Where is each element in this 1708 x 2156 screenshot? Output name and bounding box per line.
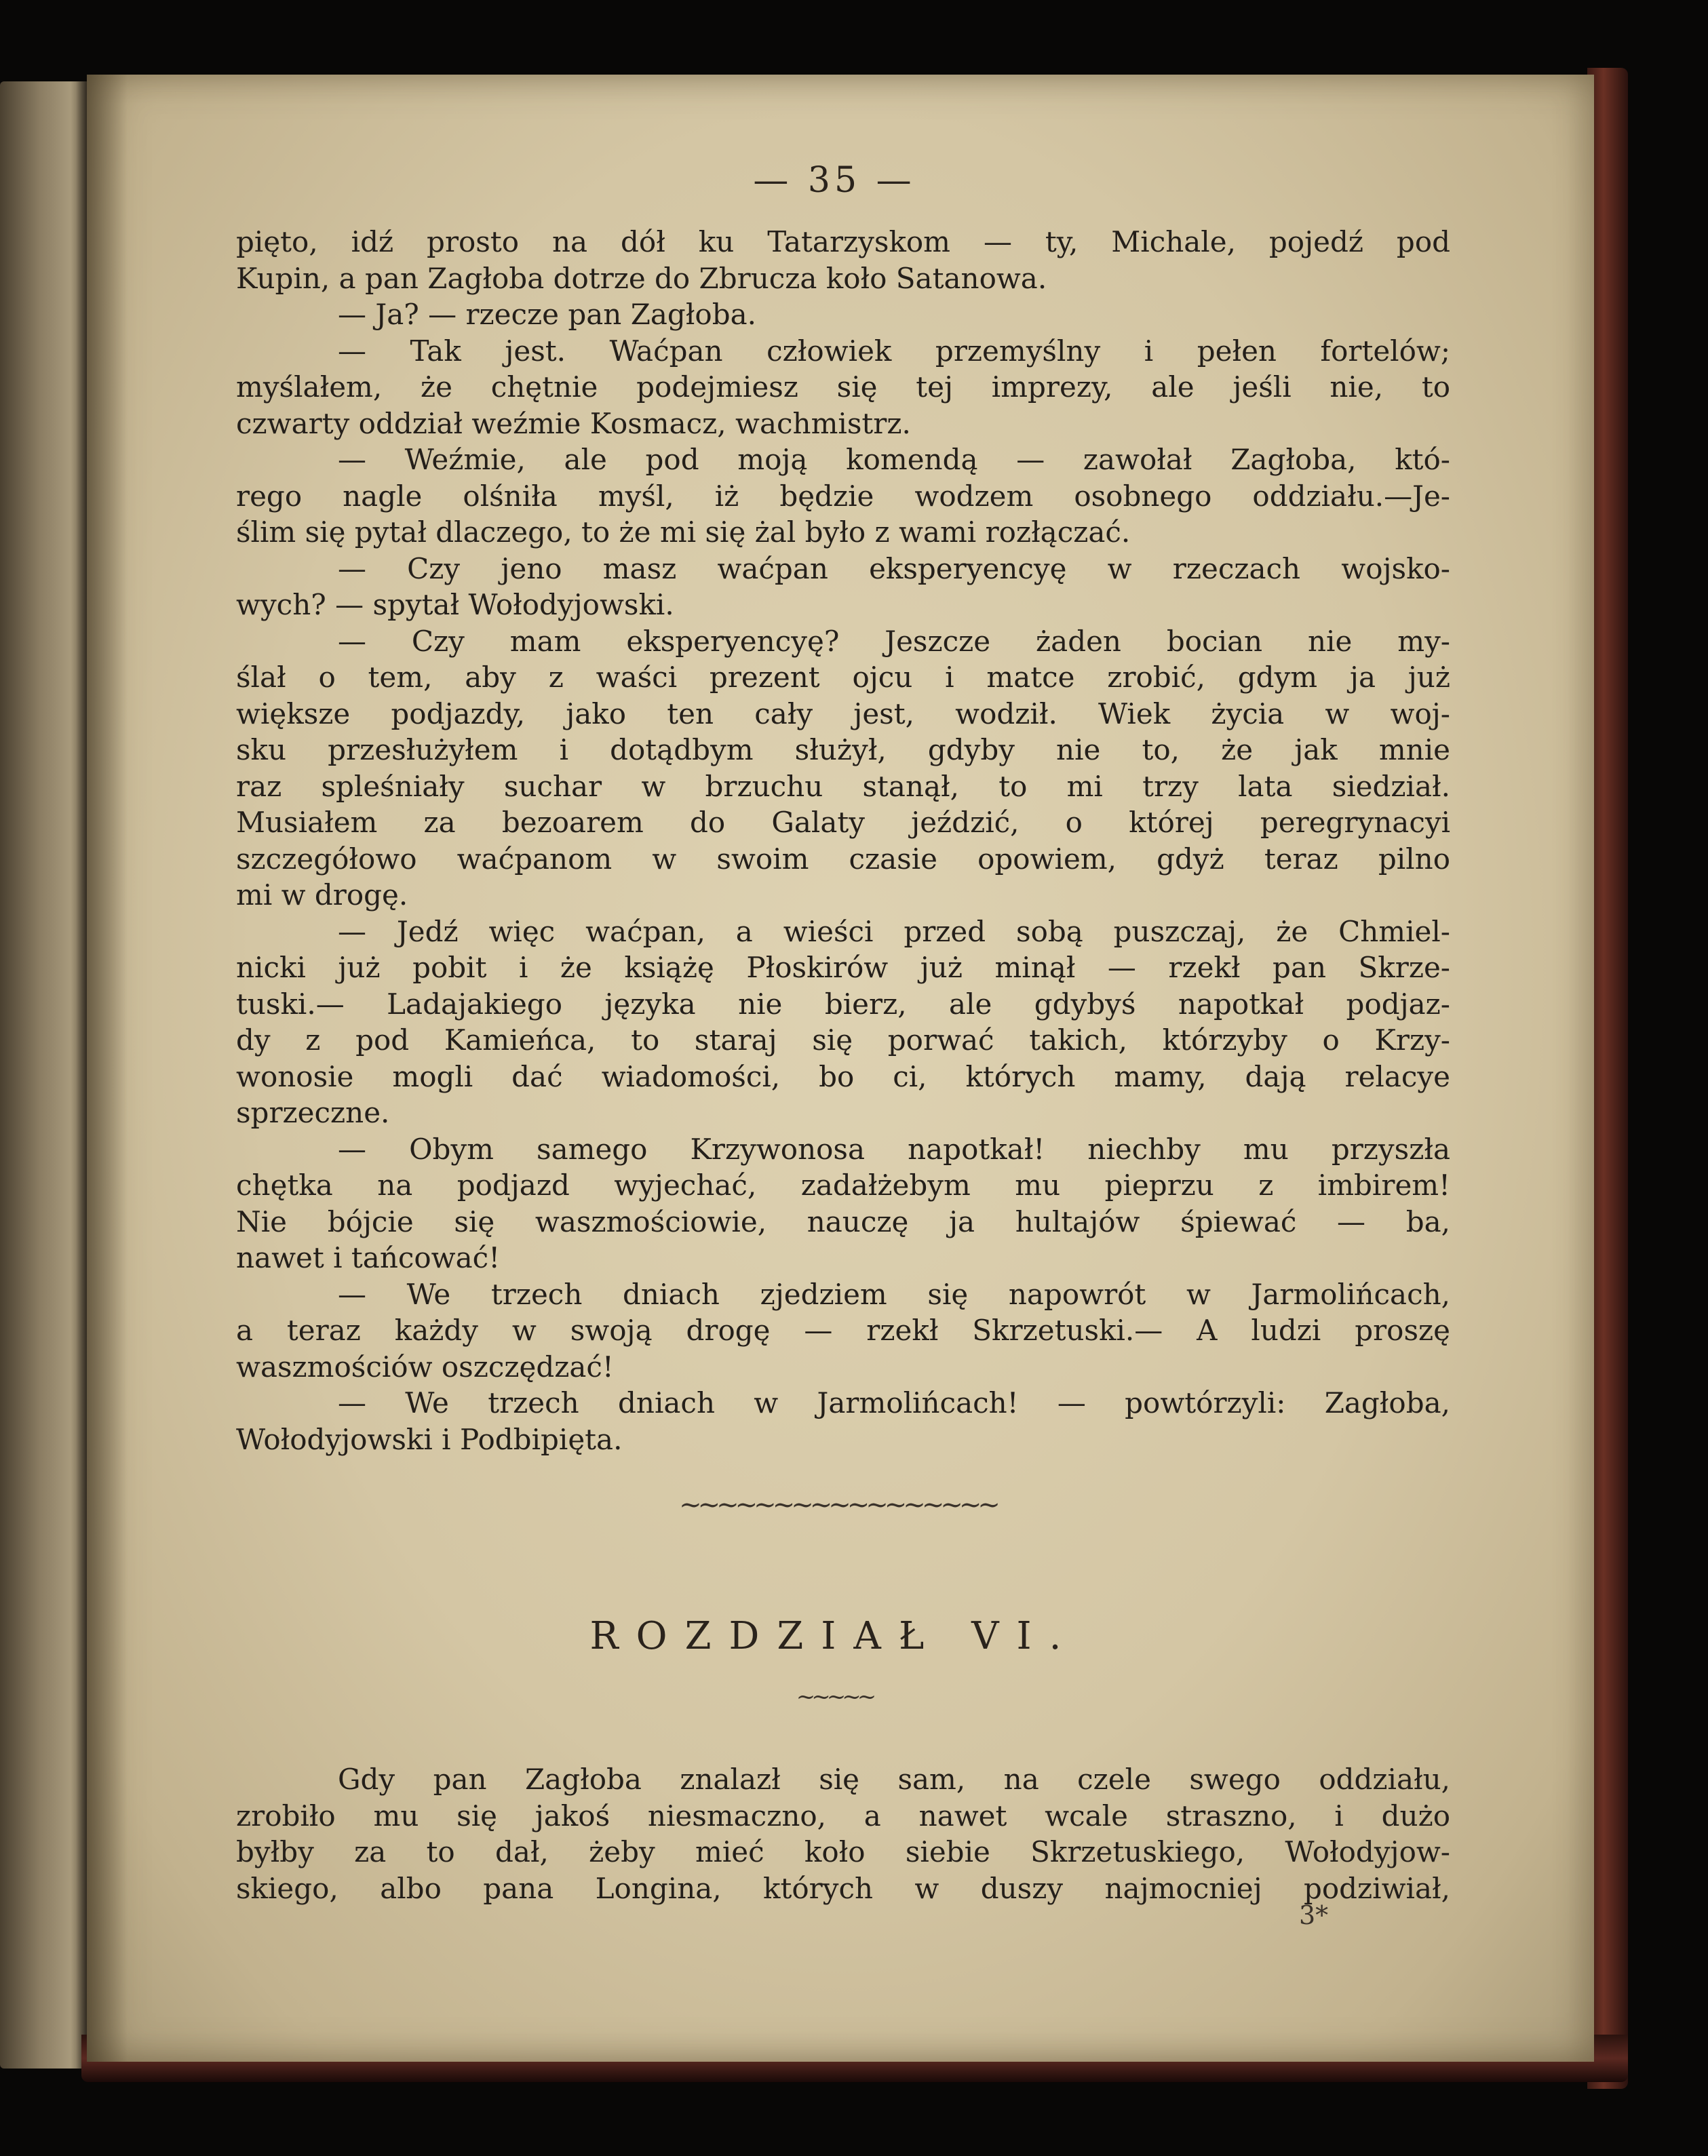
text-line: rego nagle olśniła myśl, iż będzie wodzem osobnego oddziału.—Je- xyxy=(236,479,1450,513)
body-text xyxy=(236,224,1450,1457)
text-line: — We trzech dniach w Jarmolińcach! — powtórzyli: Zagłoba, xyxy=(338,1386,1450,1419)
text-line: Gdy pan Zagłoba znalazł się sam, na czele swego oddziału, xyxy=(338,1763,1450,1796)
text-line: tuski.— Ladajakiego języka nie bierz, ale gdybyś napotkał podjaz- xyxy=(236,987,1450,1021)
text-line: — We trzech dniach zjedziem się napowrót w Jarmolińcach, xyxy=(338,1277,1450,1311)
left-page-edge xyxy=(0,81,88,2069)
text-line: sku przesłużyłem i dotądbym służył, gdyby nie to, że jak mnie xyxy=(236,733,1450,766)
text-line: — Jedź więc waćpan, a wieści przed sobą puszczaj, że Chmiel- xyxy=(338,914,1450,948)
text-line: sprzeczne. xyxy=(236,1096,390,1129)
text-line: Wołodyjowski i Podbipięta. xyxy=(236,1422,623,1456)
text-line: skiego, albo pana Longina, których w duszy najmocniej podziwiał, xyxy=(236,1871,1450,1905)
text-line: raz spleśniały suchar w brzuchu stanął, to mi trzy lata siedział. xyxy=(236,769,1450,803)
text-line: a teraz każdy w swoją drogę — rzekł Skrzetuski.— A ludzi proszę xyxy=(236,1314,1450,1347)
text-line: Kupin, a pan Zagłoba dotrze do Zbrucza koło Satanowa. xyxy=(236,261,1047,295)
chapter-title: ROZDZIAŁ VI. xyxy=(589,1614,1079,1658)
text-line: mi w drogę. xyxy=(236,878,408,912)
text-line: — Weźmie, ale pod moją komendą — zawołał Zagłoba, któ- xyxy=(338,443,1450,476)
text-line: szczegółowo waćpanom w swoim czasie opowiem, gdyż teraz pilno xyxy=(236,842,1450,876)
text-line: ślał o tem, aby z waści prezent ojcu i matce zrobić, gdym ja już xyxy=(236,661,1450,694)
text-line: — Ja? — rzecze pan Zagłoba. xyxy=(338,298,756,331)
text-line: — Czy jeno masz waćpan eksperyencyę w rzeczach wojsko- xyxy=(338,551,1450,585)
text-line: dy z pod Kamieńca, to staraj się porwać takich, którzyby o Krzy- xyxy=(236,1023,1450,1057)
text-line: pięto, idź prosto na dół ku Tatarzyskom — ty, Michale, pojedź pod xyxy=(236,225,1450,258)
text-line: Nie bójcie się waszmościowie, nauczę ja hultajów śpiewać — ba, xyxy=(236,1204,1450,1238)
text-line: większe podjazdy, jako ten cały jest, wodził. Wiek życia w woj- xyxy=(236,697,1450,730)
text-line: — Czy mam eksperyencyę? Jeszcze żaden bocian nie my- xyxy=(338,624,1450,658)
chapter-opening-text xyxy=(236,1761,1450,1906)
page-number: — 35 — xyxy=(753,160,916,201)
text-line: zrobiło mu się jakoś niesmaczno, a nawet wcale straszno, i dużo xyxy=(236,1799,1450,1832)
text-line: czwarty oddział weźmie Kosmacz, wachmistrz. xyxy=(236,406,911,440)
text-line: — Obym samego Krzywonosa napotkał! niechby mu przyszła xyxy=(338,1132,1450,1166)
text-line: Musiałem za bezoarem do Galaty jeździć, o której peregrynacyi xyxy=(236,806,1450,839)
chapter-ornament: ~~~~~ xyxy=(796,1683,873,1710)
text-line: chętka na podjazd wyjechać, zadałżebym mu pieprzu z imbirem! xyxy=(236,1169,1450,1202)
text-line: nicki już pobit i że książę Płoskirów już minął — rzekł pan Skrze- xyxy=(236,951,1450,984)
text-line: — Tak jest. Waćpan człowiek przemyślny i pełen fortelów; xyxy=(338,334,1450,368)
text-line: byłby za to dał, żeby mieć koło siebie Skrzetuskiego, Wołodyjow- xyxy=(236,1835,1450,1868)
printer-signature: 3* xyxy=(1299,1900,1329,1930)
gutter-shadow xyxy=(87,75,128,2062)
text-line: wych? — spytał Wołodyjowski. xyxy=(236,588,674,621)
text-line: waszmościów oszczędzać! xyxy=(236,1350,614,1384)
text-line: ślim się pytał dlaczego, to że mi się żal było z wami rozłączać. xyxy=(236,515,1131,549)
section-ornament: ~~~~~~~~~~~~~~~~~ xyxy=(679,1489,996,1521)
text-line: nawet i tańcować! xyxy=(236,1241,501,1274)
text-line: myślałem, że chętnie podejmiesz się tej imprezy, ale jeśli nie, to xyxy=(236,370,1450,404)
text-line: wonosie mogli dać wiadomości, bo ci, których mamy, dają relacye xyxy=(236,1059,1450,1093)
